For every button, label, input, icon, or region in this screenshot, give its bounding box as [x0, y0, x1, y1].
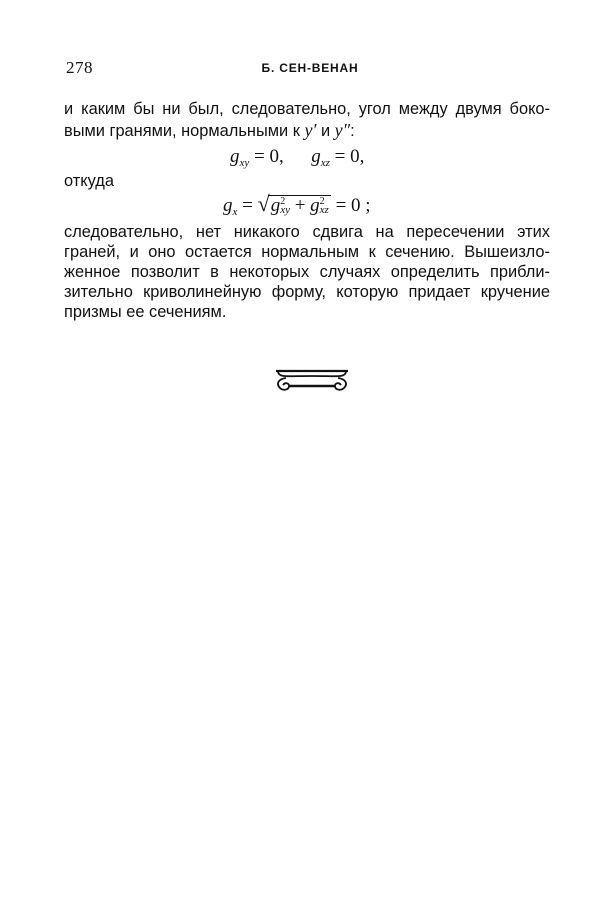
text-line: призмы ее сечениям.	[64, 303, 227, 321]
math-text: =	[242, 195, 253, 216]
math-symbol: g	[230, 146, 240, 167]
math-subscript: xy	[239, 157, 250, 169]
math-superscript: 2	[319, 196, 325, 207]
text-line	[64, 120, 550, 141]
text-line: женное позволит в некоторых случаях определить прибли-	[64, 263, 550, 281]
text-line: и каким бы ни был, следовательно, угол между двумя боко-	[64, 100, 550, 118]
equation-shear-components	[230, 146, 364, 169]
equation-total-shear	[223, 191, 371, 218]
math-text: +	[294, 195, 306, 216]
variable-y-prime: y′	[304, 120, 317, 140]
math-symbol: g	[310, 195, 320, 216]
text-line: граней, и оно остается нормальным к сечению. Вышеизло-	[64, 243, 550, 261]
math-symbol: g	[223, 195, 233, 216]
variable-y-double-prime: y″	[334, 120, 351, 140]
math-subscript: xz	[319, 204, 329, 216]
math-superscript: 2	[280, 196, 286, 207]
text-span: :	[350, 122, 355, 140]
chapter-end-ornament	[272, 368, 352, 394]
radicand	[268, 195, 331, 216]
text-span: и	[320, 122, 331, 140]
text-line: следовательно, нет никакого сдвига на пересечении этих	[64, 223, 550, 241]
math-subscript: xy	[280, 204, 290, 216]
text-span: выми гранями, нормальными к	[64, 122, 300, 140]
text-line: зительно криволинейную форму, которую придает кручение	[64, 283, 550, 301]
math-symbol: g	[311, 146, 321, 167]
math-subscript: xz	[320, 157, 330, 169]
math-subscript: x	[232, 206, 238, 218]
math-text: = 0,	[334, 146, 365, 167]
running-head: Б. СЕН-ВЕНАН	[261, 61, 359, 75]
math-symbol: g	[270, 195, 281, 216]
radical-sign: √	[257, 191, 270, 216]
text-line: откуда	[64, 172, 114, 190]
page-number: 278	[66, 58, 93, 77]
math-text: = 0 ;	[335, 195, 371, 216]
math-text: = 0,	[254, 146, 284, 167]
